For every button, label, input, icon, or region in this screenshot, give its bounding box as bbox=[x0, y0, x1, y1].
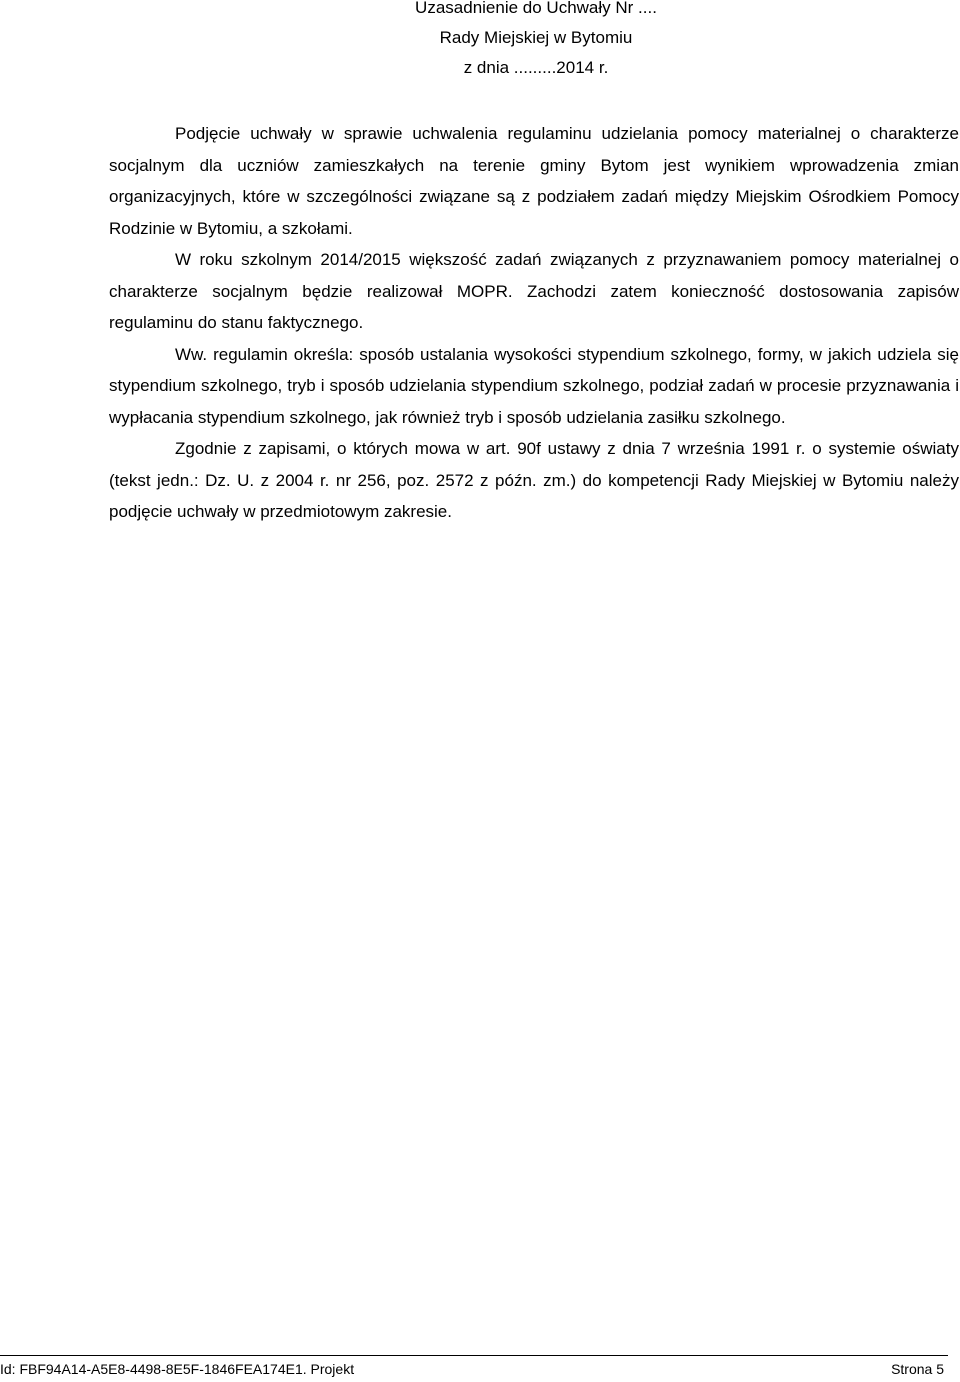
footer-page-number: Strona 5 bbox=[891, 1361, 944, 1377]
header-date: z dnia .........2014 r. bbox=[463, 58, 609, 77]
footer-document-id: Id: FBF94A14-A5E8-4498-8E5F-1846FEA174E1. Projekt bbox=[0, 1361, 355, 1377]
header-title: Uzasadnienie do Uchwały Nr .... bbox=[415, 0, 657, 17]
paragraph-2: W roku szkolnym 2014/2015 większość zadań związanych z przyznawaniem pomocy materialnej o charakterze socjalnym będzie realizował MOPR. Zachodzi zatem konieczność dostosowania zapisów regulaminu do stanu faktycznego. bbox=[109, 250, 959, 332]
paragraph-4: Zgodnie z zapisami, o których mowa w art. 90f ustawy z dnia 7 września 1991 r. o systemie oświaty (tekst jedn.: Dz. U. z 2004 r. nr 256, poz. 2572 z późn. zm.) do kompetencji Rady Miejskiej w Bytomiu należy podjęcie uchwały w przedmiotowym zakresie. bbox=[109, 439, 959, 521]
paragraph-3: Ww. regulamin określa: sposób ustalania wysokości stypendium szkolnego, formy, w jakich udziela się stypendium szkolnego, tryb i sposób udzielania stypendium szkolnego, podział zadań w procesie przyznawania i wypłacania stypendium szkolnego, jak również tryb i sposób udzielania zasiłku szkolnego. bbox=[109, 344, 959, 427]
paragraph-1: Podjęcie uchwały w sprawie uchwalenia regulaminu udzielania pomocy materialnej o charakterze socjalnym dla uczniów zamieszkałych na terenie gminy Bytom jest wynikiem wprowadzenia zmian organizacyjnych, które w szczególności związane są z podziałem zadań między Miejskim Ośrodkiem Pomocy Rodzinie w Bytomiu, a szkołami. bbox=[109, 124, 959, 238]
document-header bbox=[0, 0, 960, 90]
document-body bbox=[109, 118, 959, 528]
footer-divider bbox=[0, 1355, 948, 1356]
header-council: Rady Miejskiej w Bytomiu bbox=[439, 28, 633, 47]
